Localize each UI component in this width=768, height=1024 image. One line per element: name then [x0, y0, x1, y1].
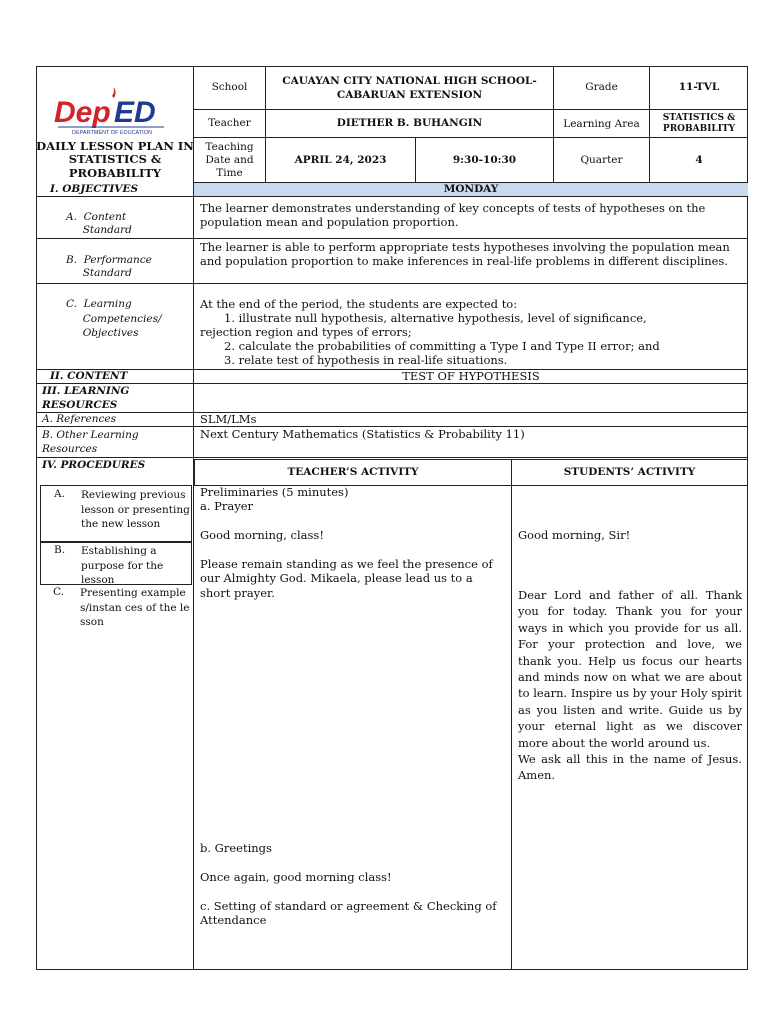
svg-text:DEPARTMENT OF EDUCATION: DEPARTMENT OF EDUCATION: [72, 130, 152, 136]
lesson-plan-table: [36, 66, 748, 970]
content-value: TEST OF HYPOTHESIS: [194, 370, 748, 384]
teacher-label: Teacher: [194, 110, 266, 138]
teacher-value: DIETHER B. BUHANGIN: [266, 110, 554, 138]
svg-text:Dep: Dep: [54, 96, 111, 129]
day-heading: MONDAY: [194, 183, 748, 197]
learning-area-value: STATISTICS & PROBABILITY: [650, 110, 748, 138]
students-activity-column: [512, 485, 748, 970]
school-label: School: [194, 66, 266, 110]
step-a-text: Reviewing previous lesson or presenting the new lesson: [81, 489, 190, 530]
school-value: CAUAYAN CITY NATIONAL HIGH SCHOOL- CABARUAN EXTENSION: [266, 66, 554, 110]
step-c: [40, 585, 192, 645]
date-value: APRIL 24, 2023: [266, 138, 416, 183]
competencies-intro: At the end of the period, the students are expected to:: [200, 297, 518, 311]
step-a-letter: A.: [54, 488, 65, 500]
step-a: [40, 485, 192, 542]
svg-text:ED: ED: [114, 96, 156, 129]
student-prayer: Dear Lord and father of all. Thank you for today. Thank you for your ways in which you provide for us all. For your protection and love, we thank you. Help us focus our hearts and minds now on what we are about to learn. Inspire us by your Holy spirit as you listen and write. Guide us by your eternal light as we discover more about the world around us. We ask all this in the name of Jesus. Amen.: [518, 588, 742, 783]
performance-standard-label: B. Performance Standard: [36, 239, 194, 284]
teacher-activity-part1: Preliminaries (5 minutes) a. Prayer Good morning, class! Please remain standing as we feel the presence of our Almighty God. Mikaela, please lead us to a short prayer.: [200, 485, 493, 600]
resources-empty: [194, 384, 748, 413]
teacher-activity-part2: b. Greetings Once again, good morning class! c. Setting of standard or agreement & Checking of Attendance: [200, 841, 497, 928]
step-c-letter: C.: [53, 586, 64, 598]
content-standard-text: The learner demonstrates understanding of key concepts of tests of hypotheses on the population mean and population proportion.: [194, 197, 748, 239]
plan-title: DAILY LESSON PLAN IN STATISTICS & PROBABILITY: [36, 138, 194, 180]
step-b-letter: B.: [54, 544, 66, 556]
other-resources-value: Next Century Mathematics (Statistics & Probability 11): [200, 427, 525, 441]
teacher-activity-header: TEACHER’S ACTIVITY: [194, 459, 512, 486]
deped-logo: [52, 88, 180, 136]
grade-value: 11-TVL: [650, 66, 748, 110]
performance-standard-text: The learner is able to perform appropriate tests hypotheses involving the population mean and population proportion to make inferences in real-life problems in different disciplines.: [194, 239, 748, 284]
other-resources-label: B. Other Learning Resources: [36, 427, 194, 457]
step-b-text: Establishing a purpose for the lesson: [81, 545, 164, 586]
teacher-activity-column: [194, 485, 512, 970]
learning-area-label: Learning Area: [554, 110, 650, 138]
quarter-label: Quarter: [554, 138, 650, 183]
procedures-heading: IV. PROCEDURES: [36, 457, 194, 485]
quarter-value: 4: [650, 138, 748, 183]
references-label: A. References: [36, 413, 194, 427]
objectives-heading: I. OBJECTIVES: [36, 183, 194, 197]
content-standard-label: A. Content Standard: [36, 197, 194, 239]
competency-1-cont: rejection region and types of errors;: [200, 325, 412, 339]
competency-2: 2. calculate the probabilities of committing a Type I and Type II error; and: [224, 339, 660, 353]
competency-1: 1. illustrate null hypothesis, alternative hypothesis, level of significance,: [224, 311, 647, 325]
step-c-text: Presenting examples/instan ces of the lesson: [80, 587, 190, 628]
competencies-label: C. Learning Competencies/ Objectives: [36, 284, 194, 370]
competencies-cell: [194, 284, 748, 370]
student-greeting: Good morning, Sir!: [518, 528, 631, 542]
competency-3: 3. relate test of hypothesis in real-life situations.: [224, 353, 508, 367]
time-value: 9:30-10:30: [416, 138, 554, 183]
references-value: SLM/LMs: [194, 413, 748, 427]
date-label: Teaching Date and Time: [194, 138, 266, 183]
grade-label: Grade: [554, 66, 650, 110]
content-heading: II. CONTENT: [36, 370, 194, 384]
step-b: [40, 542, 192, 585]
resources-heading: III. LEARNING RESOURCES: [36, 384, 194, 413]
students-activity-header: STUDENTS’ ACTIVITY: [511, 459, 748, 486]
